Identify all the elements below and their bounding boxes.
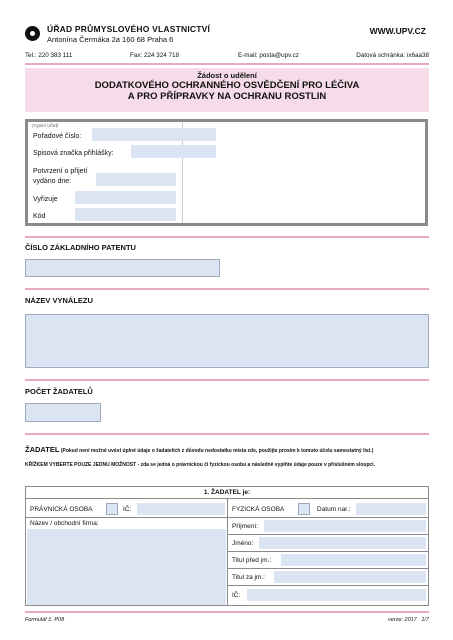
footer-right — [388, 617, 429, 623]
natural-person-label: FYZICKÁ OSOBA — [232, 506, 285, 513]
title-after-label: Titul za jm.: — [232, 574, 265, 581]
invention-name-input[interactable] — [25, 314, 429, 368]
receipt-date-field[interactable] — [96, 173, 176, 186]
code-field[interactable] — [75, 208, 176, 221]
natural-person-checkbox[interactable] — [298, 503, 310, 515]
title-before-label: Titul před jm.: — [232, 557, 272, 564]
company-name-label: Název / obchodní firma: — [30, 520, 99, 527]
code-label: Kód — [33, 213, 46, 220]
office-note: (Vyplní Úřad) — [32, 123, 59, 128]
first-name-field[interactable] — [259, 537, 426, 549]
page-number: 1/7 — [421, 617, 429, 623]
handler-field[interactable] — [75, 191, 176, 204]
applicant-heading — [25, 446, 429, 455]
office-name: ÚŘAD PRŮMYSLOVÉHO VLASTNICTVÍ — [47, 24, 211, 34]
divider — [25, 611, 429, 613]
choose-bold: KŘÍŽKEM VYBERTE POUZE JEDNU MOŽNOST — [25, 462, 137, 468]
title-line-2: A PRO PŘÍPRAVKY NA OCHRANU ROSTLIN — [127, 91, 327, 102]
ic-left-field[interactable] — [137, 503, 225, 515]
file-ref-label: Spisová značka přihlášky: — [33, 150, 114, 157]
ic-right-field[interactable] — [247, 589, 426, 601]
choose-rest: - zda se jedná o právnickou či fyzickou osobu a následně vyplňte údaje pouze v příslušném sloupci. — [136, 462, 376, 468]
website-link[interactable]: WWW.UPV.CZ — [369, 26, 426, 36]
footer — [25, 617, 429, 623]
applicant-count-label: POČET ŽADATELŮ — [25, 387, 93, 396]
form-title-box — [25, 68, 429, 112]
email: E-mail: posta@upv.cz — [238, 52, 299, 59]
office-logo-icon — [25, 26, 40, 41]
divider — [25, 63, 429, 65]
phone: Tel.: 220 383 111 — [25, 52, 73, 59]
legal-person-label: PRÁVNICKÁ OSOBA — [30, 506, 93, 513]
handler-label: Vyřizuje — [33, 196, 58, 203]
surname-label: Příjmení: — [232, 523, 259, 530]
divider — [228, 568, 428, 569]
divider — [228, 534, 428, 535]
fax: Fax: 224 324 718 — [130, 52, 180, 59]
ic-left-label: IČ: — [123, 506, 132, 513]
applicant-count-input[interactable] — [25, 403, 101, 422]
divider — [25, 379, 429, 381]
surname-field[interactable] — [264, 520, 426, 532]
divider — [228, 585, 428, 586]
databox: Datová schránka: ix6aa38 — [356, 52, 429, 59]
title-before-field[interactable] — [281, 554, 426, 566]
patent-number-label: ČÍSLO ZÁKLADNÍHO PATENTU — [25, 243, 136, 252]
patent-number-input[interactable] — [25, 259, 220, 277]
applicant-title: ŽADATEL — [25, 445, 60, 454]
birth-date-field[interactable] — [356, 503, 426, 515]
receipt-label-2: vydáno dne: — [33, 178, 72, 185]
birth-date-label: Datum nar.: — [317, 506, 351, 513]
divider — [25, 288, 429, 290]
form-number: Formulář č. P08 — [25, 617, 65, 623]
divider — [227, 499, 228, 605]
receipt-label-1: Potvrzení o přijetí — [33, 168, 88, 175]
title-line-1: DODATKOVÉHO OCHRANNÉHO OSVĚDČENÍ PRO LÉČIVA — [94, 80, 360, 91]
ic-right-label: IČ: — [232, 592, 241, 599]
title-after-field[interactable] — [274, 571, 426, 583]
applicant-1-box — [25, 486, 429, 606]
order-number-label: Pořadové číslo: — [33, 133, 82, 140]
version: verze: 2017 — [388, 617, 417, 623]
title-small: Žádost o udělení — [197, 71, 257, 80]
office-address: Antonína Čermáka 2a 160 68 Praha 6 — [47, 35, 174, 44]
order-number-field[interactable] — [92, 128, 216, 141]
file-ref-field[interactable] — [131, 145, 216, 158]
divider — [26, 517, 227, 518]
divider — [25, 236, 429, 238]
first-name-label: Jméno: — [232, 540, 254, 547]
applicant-1-heading: 1. ŽADATEL je: — [26, 487, 428, 499]
office-use-box — [25, 119, 428, 226]
divider — [25, 433, 429, 435]
contact-row — [25, 52, 429, 62]
legal-person-checkbox[interactable] — [106, 503, 118, 515]
company-name-field[interactable] — [27, 529, 226, 605]
invention-name-label: NÁZEV VYNÁLEZU — [25, 296, 93, 305]
divider — [228, 551, 428, 552]
divider — [228, 517, 428, 518]
choose-instructions — [25, 462, 429, 469]
applicant-note: (Pokud není možné uvést úplné údaje o žadatelích z důvodu nedostatku místa zde, použijte prosím k tomuto účelu samostatný list.) — [60, 448, 374, 454]
